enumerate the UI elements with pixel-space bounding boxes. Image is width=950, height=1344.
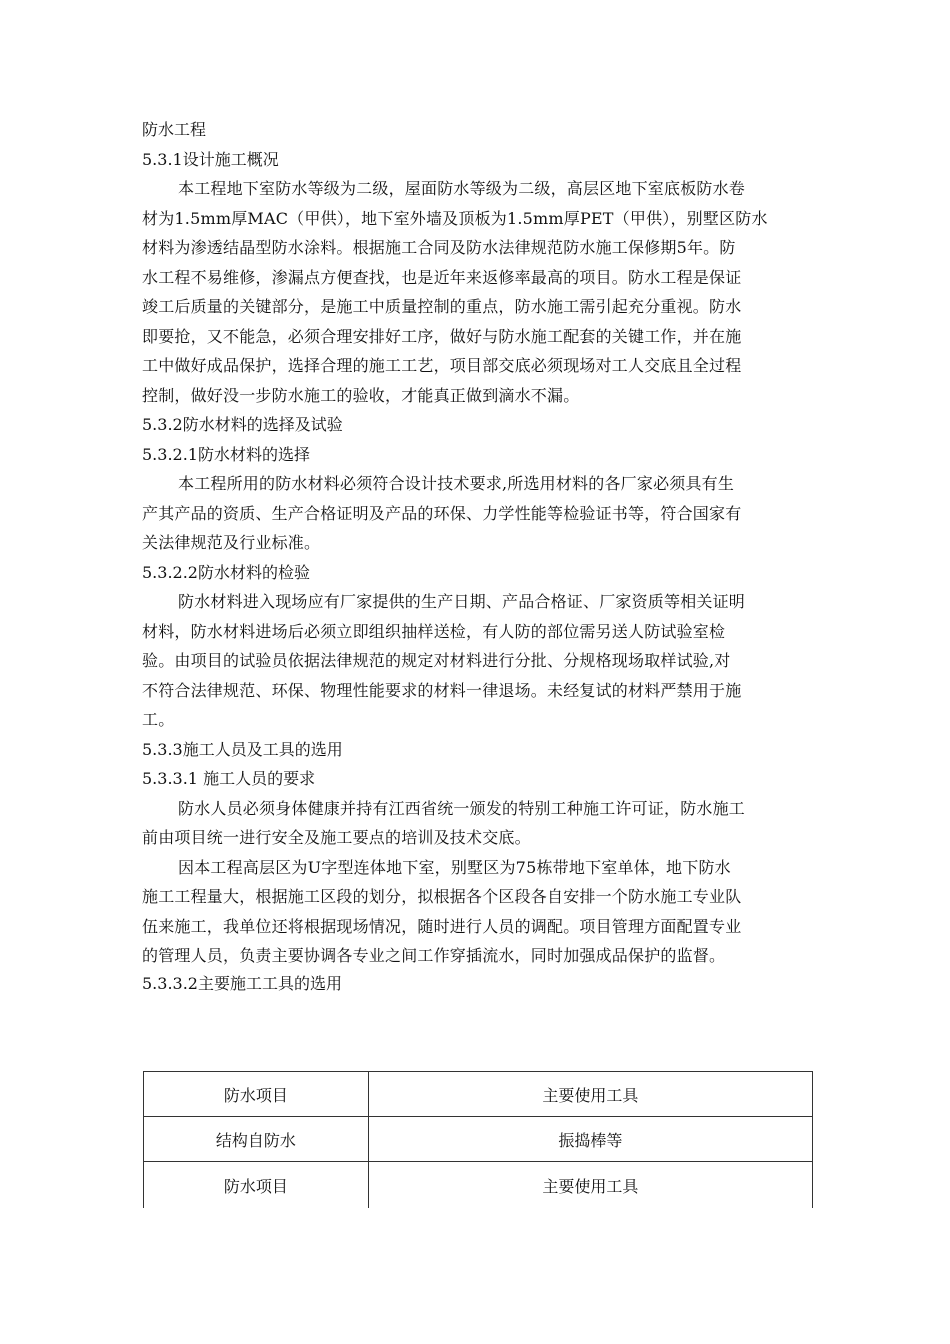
text-line: 水工程不易维修，渗漏点方便查找，也是近年来返修率最高的项目。防水工程是保证 [142, 267, 742, 287]
text-line: 前由项目统一进行安全及施工要点的培训及技术交底。 [142, 828, 531, 847]
table-cell: 防水项目 [144, 1072, 369, 1117]
paragraph-material-selection [142, 469, 818, 558]
tools-table [143, 1071, 813, 1208]
text-line: 工。 [142, 710, 175, 729]
text-line: 的管理人员，负责主要协调各专业之间工作穿插流水，同时加强成品保护的监督。 [142, 946, 726, 965]
section-heading-5-3-3-1: 5.3.3.1 施工人员的要求 [142, 769, 316, 788]
paragraph-personnel-requirements [142, 794, 818, 853]
table-cell: 防水项目 [144, 1162, 369, 1209]
paragraph-design-overview [142, 174, 818, 410]
table-row [144, 1072, 813, 1117]
text-line: 防水材料进入现场应有厂家提供的生产日期、产品合格证、厂家资质等相关证明 [178, 592, 746, 611]
text-line: 控制，做好没一步防水施工的验收，才能真正做到滴水不漏。 [142, 385, 580, 405]
text-line: 材料为渗透结晶型防水涂料。根据施工合同及防水法律规范防水施工保修期5年。防 [142, 238, 736, 257]
text-line: 材料，防水材料进场后必须立即组织抽样送检，有人防的部位需另送人防试验室检 [142, 621, 726, 641]
section-heading-5-3-2-2: 5.3.2.2防水材料的检验 [142, 562, 310, 582]
text-line: 施工工程量大，根据施工区段的划分，拟根据各个区段各自安排一个防水施工专业队 [142, 887, 742, 906]
document-body [142, 115, 818, 997]
text-line: 不符合法律规范、环保、物理性能要求的材料一律退场。未经复试的材料严禁用于施 [142, 680, 742, 700]
text-line: 本工程地下室防水等级为二级，屋面防水等级为二级，高层区地下室底板防水卷 [178, 179, 746, 198]
text-line: 工中做好成品保护，选择合理的施工工艺，项目部交底必须现场对工人交底且全过程 [142, 356, 742, 375]
section-heading-5-3-3: 5.3.3施工人员及工具的选用 [142, 739, 343, 759]
section-heading-5-3-2-1: 5.3.2.1防水材料的选择 [142, 444, 310, 464]
text-line: 竣工后质量的关键部分，是施工中质量控制的重点，防水施工需引起充分重视。防水 [142, 297, 742, 316]
text-line: 材为1.5mm厚MAC（甲供），地下室外墙及顶板为1.5mm厚PET（甲供），别墅区防水 [142, 208, 768, 228]
paragraph-personnel-arrangement [142, 853, 818, 971]
text-line: 产其产品的资质、生产合格证明及产品的环保、力学性能等检验证书等，符合国家有 [142, 503, 742, 523]
text-line: 即要抢，又不能急，必须合理安排好工序，做好与防水施工配套的关键工作，并在施 [142, 326, 742, 346]
table-row [144, 1117, 813, 1162]
section-heading-5-3-3-2: 5.3.3.2主要施工工具的选用 [142, 973, 342, 993]
table-cell: 结构自防水 [144, 1117, 369, 1162]
table-cell: 主要使用工具 [368, 1072, 812, 1117]
document-title: 防水工程 [142, 120, 207, 139]
section-heading-5-3-1: 5.3.1设计施工概况 [142, 149, 279, 169]
table-cell: 振捣棒等 [368, 1117, 812, 1162]
text-line: 关法律规范及行业标准。 [142, 533, 321, 552]
text-line: 因本工程高层区为U字型连体地下室，别墅区为75栋带地下室单体，地下防水 [178, 857, 731, 877]
text-line: 本工程所用的防水材料必须符合设计技术要求,所选用材料的各厂家必须具有生 [178, 474, 735, 493]
text-line: 伍来施工，我单位还将根据现场情况，随时进行人员的调配。项目管理方面配置专业 [142, 916, 742, 936]
text-line: 防水人员必须身体健康并持有江西省统一颁发的特别工种施工许可证，防水施工 [178, 798, 746, 818]
text-line: 验。由项目的试验员依据法律规范的规定对材料进行分批、分规格现场取样试验,对 [142, 651, 731, 670]
paragraph-material-inspection [142, 587, 818, 735]
section-heading-5-3-2: 5.3.2防水材料的选择及试验 [142, 415, 343, 434]
table-row [144, 1162, 813, 1209]
table-cell: 主要使用工具 [368, 1162, 812, 1209]
